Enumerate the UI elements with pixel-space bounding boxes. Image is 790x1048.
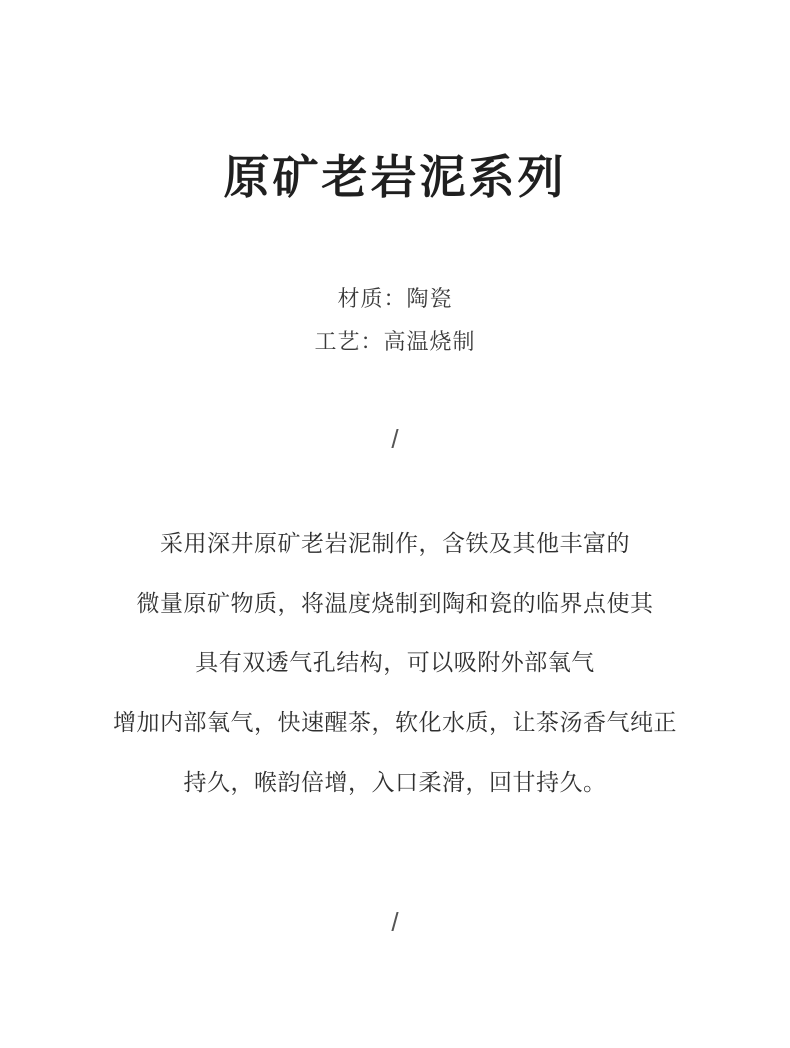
body-line: 具有双透气孔结构，可以吸附外部氧气 bbox=[195, 649, 595, 676]
body-copy bbox=[25, 514, 765, 813]
body-line: 增加内部氧气，快速醒茶，软化水质，让茶汤香气纯正 bbox=[113, 709, 677, 736]
specs-block bbox=[314, 278, 475, 364]
divider-bottom: / bbox=[391, 906, 399, 937]
spec-craft: 工艺：高温烧制 bbox=[314, 328, 476, 354]
body-line: 采用深井原矿老岩泥制作，含铁及其他丰富的 bbox=[160, 529, 630, 556]
body-line: 微量原矿物质，将温度烧制到陶和瓷的临界点使其 bbox=[136, 589, 654, 616]
page-title: 原矿老岩泥系列 bbox=[223, 152, 567, 203]
body-line: 持久，喉韵倍增，入口柔滑，回甘持久。 bbox=[183, 768, 607, 795]
spec-material: 材质：陶瓷 bbox=[337, 286, 453, 311]
divider-top: / bbox=[391, 423, 399, 454]
